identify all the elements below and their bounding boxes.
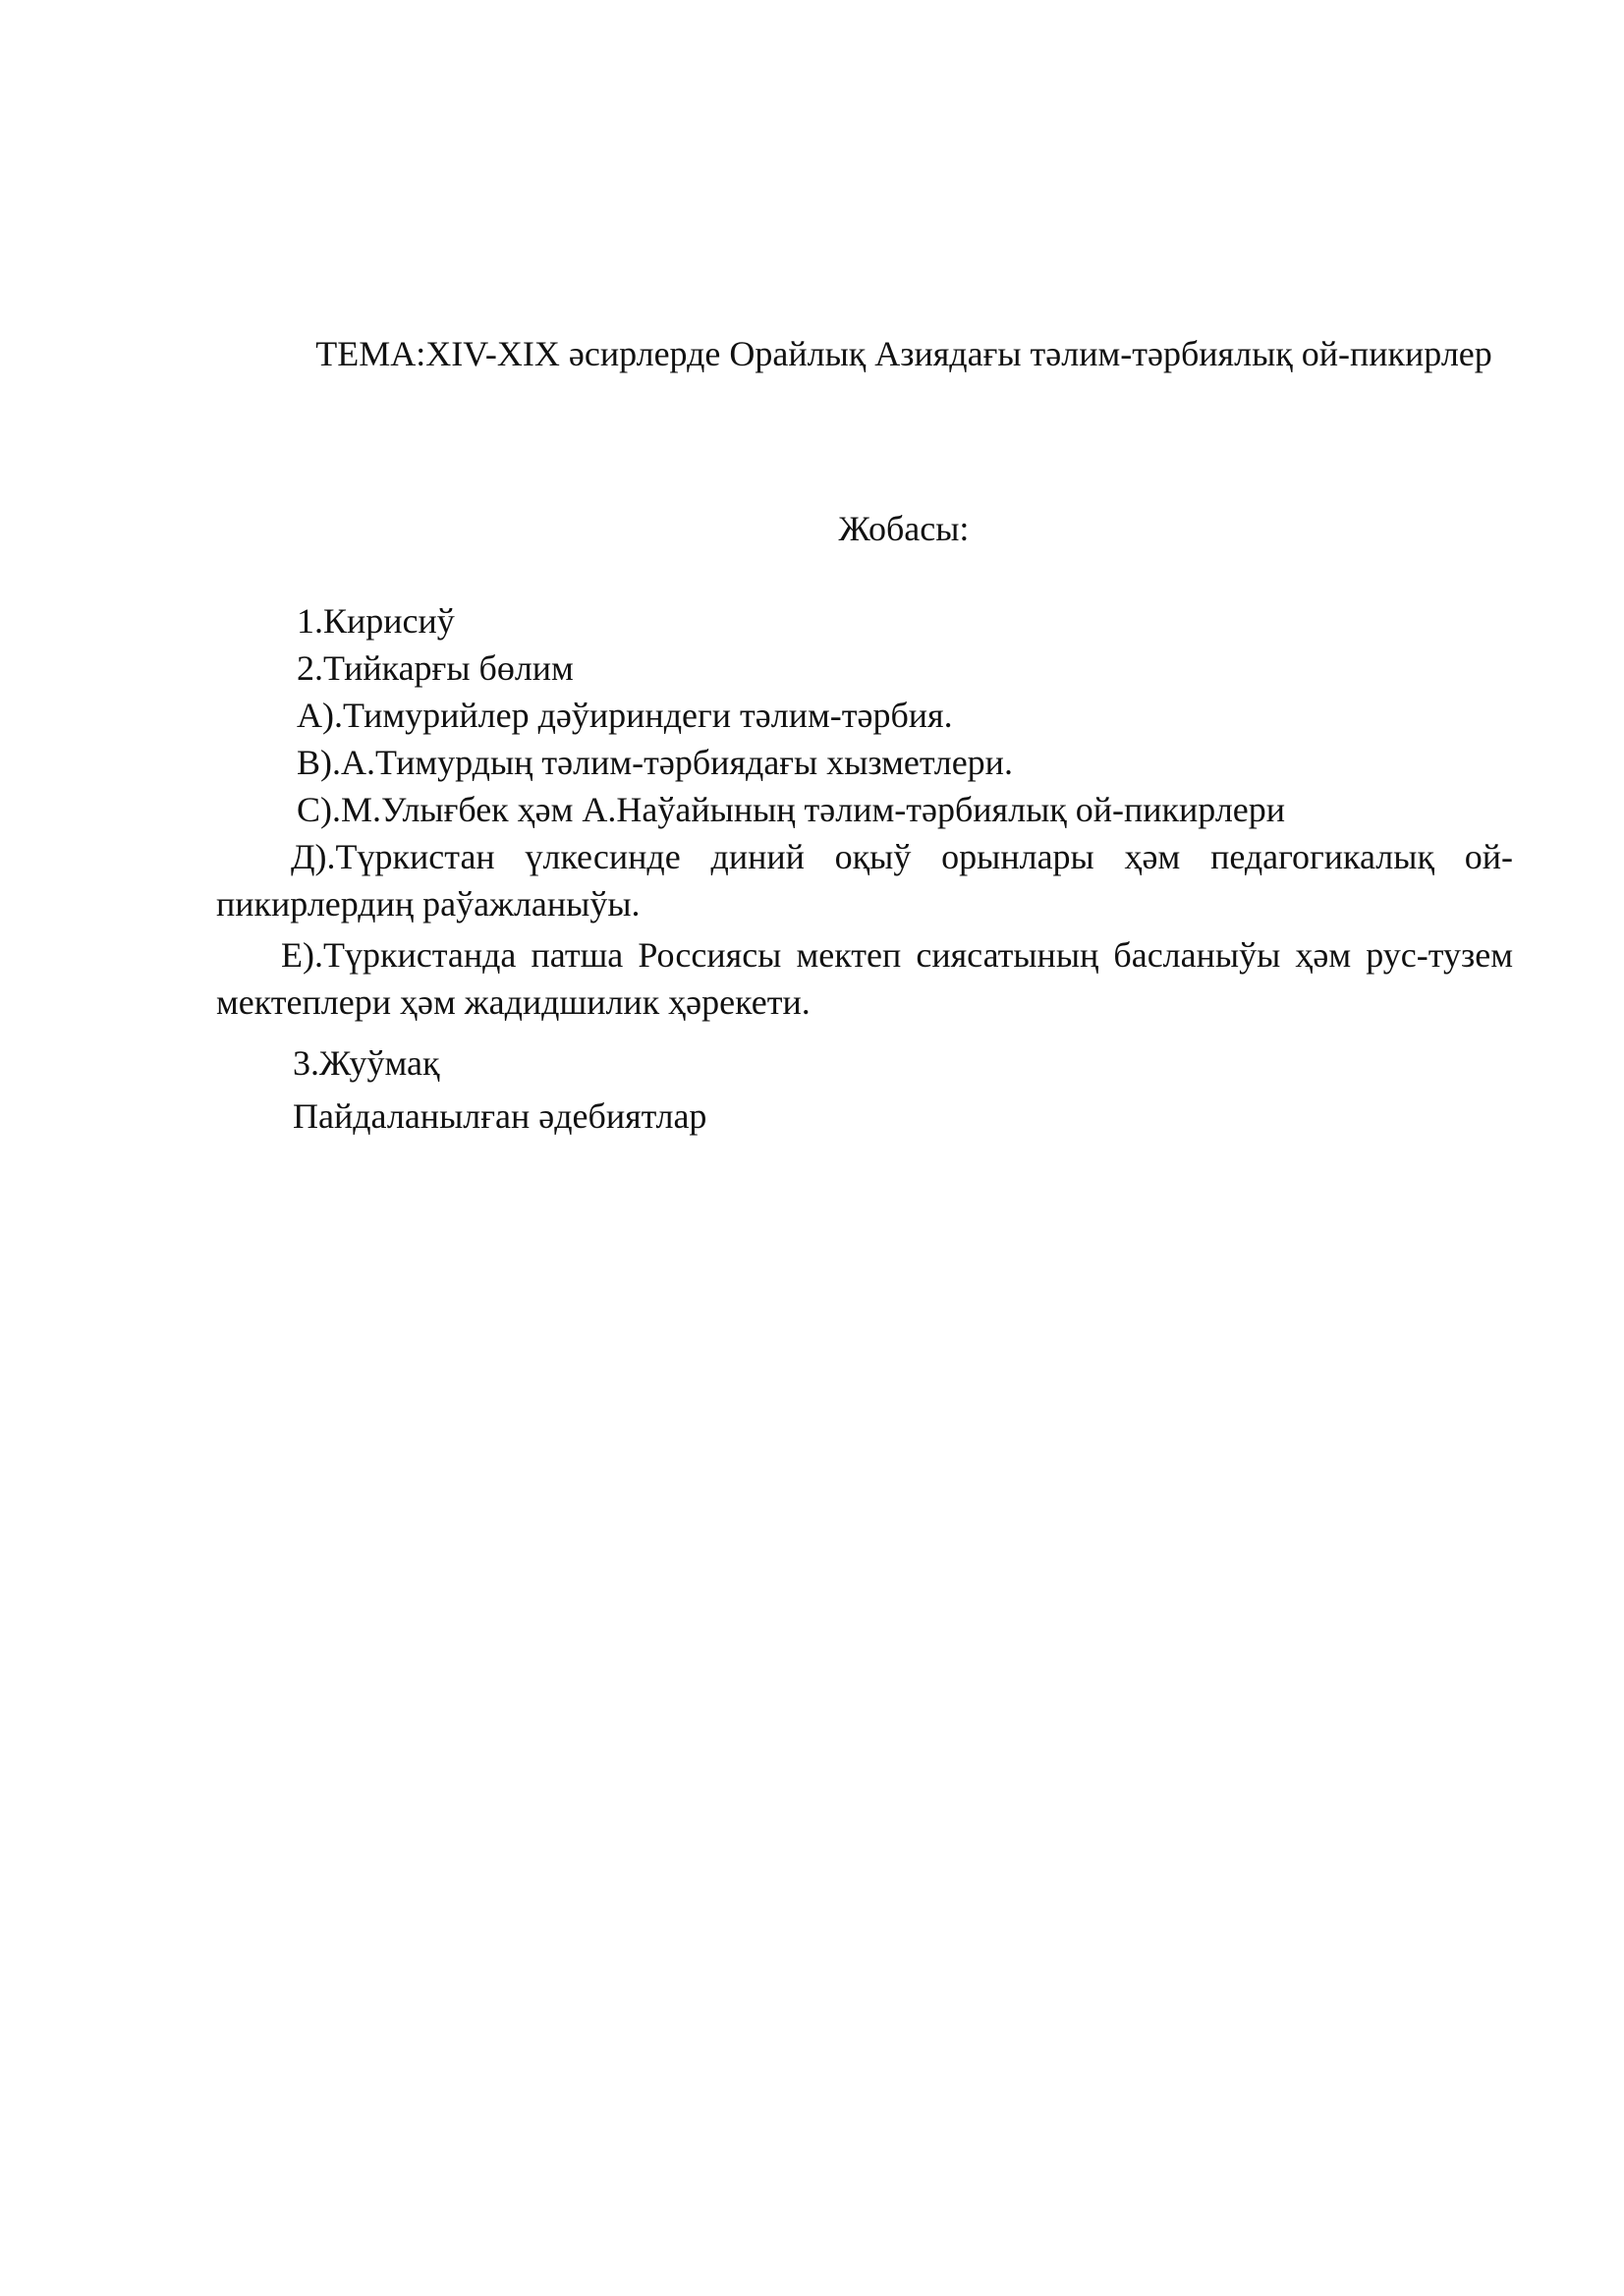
plan-item-c: C).М.Улығбек ҳәм А.Наўайының тәлим-тәрбиялық ой-пикирлери	[297, 790, 1286, 829]
plan-item-d: Д).Түркистан үлкесинде диний оқыў орынлары ҳәм педагогикалық ой-пикирлердиң раўажланыўы.	[216, 837, 1513, 924]
plan-item-b: B).А.Тимурдың тәлим-тәрбиядағы хызметлери.	[297, 743, 1013, 782]
document-title: ТЕМА:XIV-XIX әсирлерде Орайлық Азиядағы тәлим-тәрбиялық ой-пикирлер	[315, 334, 1492, 373]
plan-item-a: A).Тимурийлер дәўириндеги тәлим-тәрбия.	[297, 696, 953, 735]
plan-item-e: Е).Түркистанда патша Россиясы мектеп сиясатының басланыўы ҳәм рус-тузем мектеплери ҳәм жадидшилик ҳәрекети.	[216, 935, 1513, 1022]
plan-item-references: Пайдаланылған әдебиятлар	[293, 1096, 707, 1136]
plan-item-main-part: 2.Тийкарғы бөлим	[297, 648, 574, 688]
plan-item-conclusion: 3.Жуўмақ	[293, 1043, 440, 1083]
plan-item-introduction: 1.Кирисиў	[297, 601, 455, 641]
plan-heading: Жобасы:	[838, 509, 970, 548]
